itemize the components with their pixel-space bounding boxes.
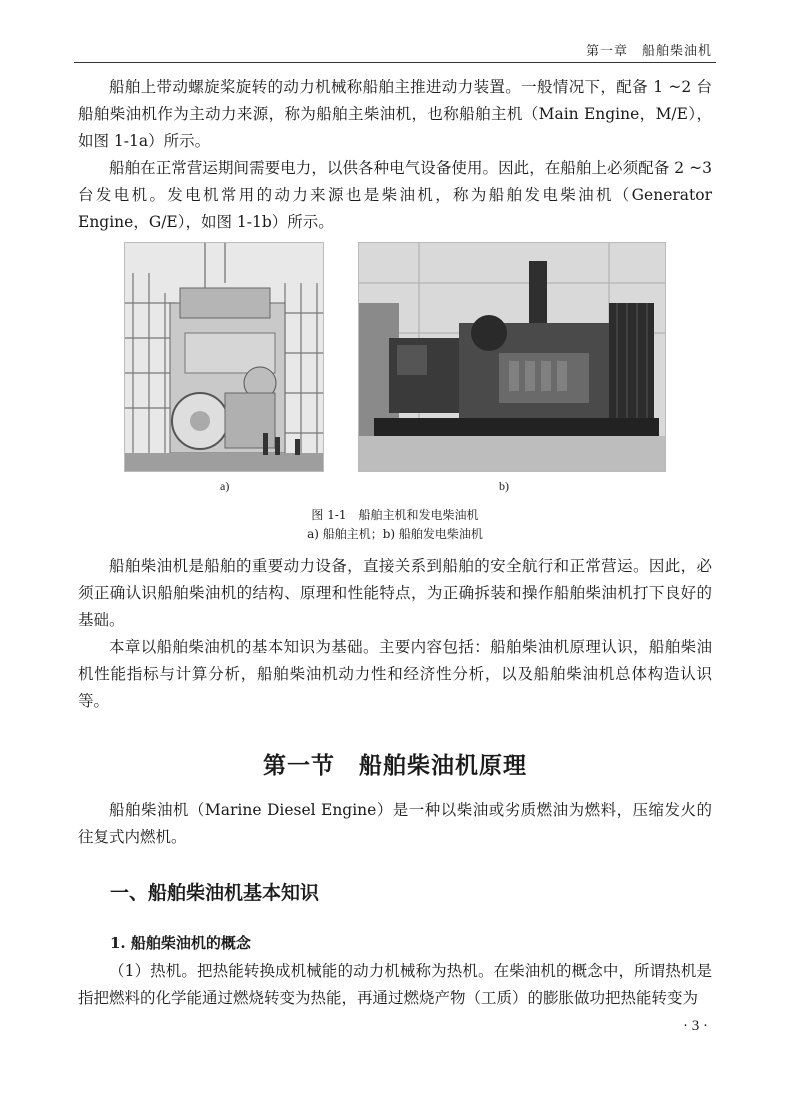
- figure-caption: 图 1-1 船舶主机和发电柴油机: [311, 508, 479, 522]
- header-rule: [74, 62, 716, 63]
- section-intro-paragraph: 船舶柴油机（Marine Diesel Engine）是一种以柴油或劣质燃油为燃料，压缩发火的往复式内燃机。: [78, 801, 712, 846]
- section-title: 第一节 船舶柴油机原理: [263, 753, 527, 779]
- body-paragraph-2: 本章以船舶柴油机的基本知识为基础。主要内容包括：船舶柴油机原理认识，船舶柴油机性能指标与计算分析，船舶柴油机动力性和经济性分析，以及船舶柴油机总体构造认识等。: [78, 638, 712, 710]
- body-paragraph-1: 船舶柴油机是船舶的重要动力设备，直接关系到船舶的安全航行和正常营运。因此，必须正确认识船舶柴油机的结构、原理和性能特点，为正确拆装和操作船舶柴油机打下良好的基础。: [78, 557, 712, 629]
- heat-engine-paragraph: （1）热机。把热能转换成机械能的动力机械称为热机。在柴油机的概念中，所谓热机是指把燃料的化学能通过燃烧转变为热能，再通过燃烧产物（工质）的膨胀做功把热能转变为: [78, 962, 712, 1007]
- subsection-heading: 一、船舶柴油机基本知识: [110, 882, 320, 904]
- figure-label-a: a): [220, 479, 230, 493]
- page-number: · 3 ·: [683, 1018, 708, 1034]
- generator-engine-photo: [358, 242, 666, 472]
- intro-paragraph-1: 船舶上带动螺旋桨旋转的动力机械称船舶主推进动力装置。一般情况下，配备 1 ~2 台船舶柴油机作为主动力来源，称为船舶主柴油机，也称船舶主机（Main Engine，M/E），如图 1-1a）所示。: [78, 78, 712, 150]
- intro-paragraph-2: 船舶在正常营运期间需要电力，以供各种电气设备使用。因此，在船舶上必须配备 2 ~3 台发电机。发电机常用的动力来源也是柴油机，称为船舶发电柴油机（Generator Engine，G/E），如图 1-1b）所示。: [78, 159, 712, 231]
- figure-subcaption: a) 船舶主机；b) 船舶发电柴油机: [307, 527, 483, 541]
- figure-label-b: b): [499, 479, 509, 493]
- main-engine-photo: [124, 242, 324, 472]
- running-head: 第一章 船舶柴油机: [585, 44, 712, 59]
- subsubsection-heading: 1. 船舶柴油机的概念: [110, 934, 251, 952]
